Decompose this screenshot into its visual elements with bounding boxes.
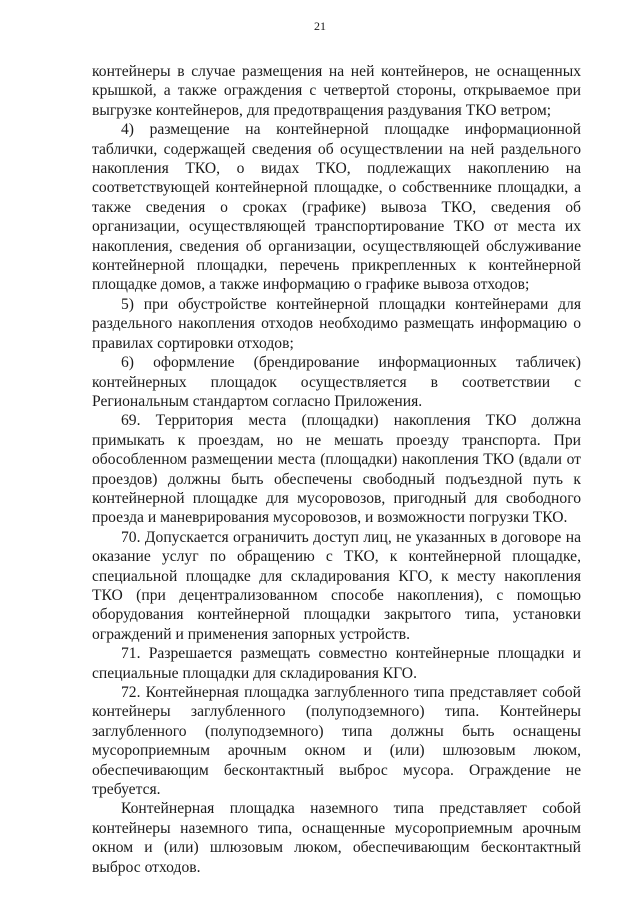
paragraph-item-6: 6) оформление (брендирование информационных табличек) контейнерных площадок осуществляется в соответствии с Региональным стандартом согласно Приложения. (92, 354, 581, 410)
paragraph-69: 69. Территория места (площадки) накопления ТКО должна примыкать к проездам, но не мешать проезду транспорта. При обособленном размещении места (площадки) накопления ТКО (вдали от проездов) должны быть обеспечены свободный подъездной путь к контейнерной площадке для мусоровозов, пригодный для свободного проезда и маневрирования мусоровозов, и возможности погрузки ТКО. (92, 412, 581, 527)
document-body (92, 62, 581, 877)
paragraph-71: 71. Разрешается размещать совместно контейнерные площадки и специальные площадки для складирования КГО. (92, 645, 581, 682)
page-number: 21 (314, 19, 326, 33)
paragraph-72-ground-type: Контейнерная площадка наземного типа представляет собой контейнеры наземного типа, оснащенные мусороприемным арочным окном и (или) шлюзовым люком, обеспечивающим бесконтактный выброс отходов. (92, 800, 581, 876)
paragraph-continuation: контейнеры в случае размещения на ней контейнеров, не оснащенных крышкой, а также ограждения с четвертой стороны, открываемое при выгрузке контейнеров, для предотвращения раздувания ТКО ветром; (92, 63, 581, 119)
paragraph-72: 72. Контейнерная площадка заглубленного типа представляет собой контейнеры заглубленного (полуподземного) типа. Контейнеры заглубленного (полуподземного) типа должны быть оснащены мусороприемным арочным окном и (или) шлюзовым люком, обеспечивающим бесконтактный выброс мусора. Ограждение не требуется. (92, 684, 581, 799)
paragraph-70: 70. Допускается ограничить доступ лиц, не указанных в договоре на оказание услуг по обращению с ТКО, к контейнерной площадке, специальной площадке для складирования КГО, к месту накопления ТКО (при децентрализованном способе накопления), с помощью оборудования контейнерной площадки закрытого типа, установки ограждений и применения запорных устройств. (92, 528, 581, 643)
paragraph-item-5: 5) при обустройстве контейнерной площадки контейнерами для раздельного накопления отходов необходимо размещать информацию о правилах сортировки отходов; (92, 295, 581, 352)
paragraph-item-4: 4) размещение на контейнерной площадке информационной таблички, содержащей сведения об осуществлении на ней раздельного накопления ТКО, о видах ТКО, подлежащих накоплению на соответствующей контейнерной площадке, о собственнике площадки, а также сведения о сроках (графике) вывоза ТКО, сведения об организации, осуществляющей транспортирование ТКО от места их накопления, сведения об организации, осуществляющей обслуживание контейнерной площадки, перечень прикрепленных к контейнерной площадке домов, а также информацию о графике вывоза отходов; (92, 121, 581, 294)
